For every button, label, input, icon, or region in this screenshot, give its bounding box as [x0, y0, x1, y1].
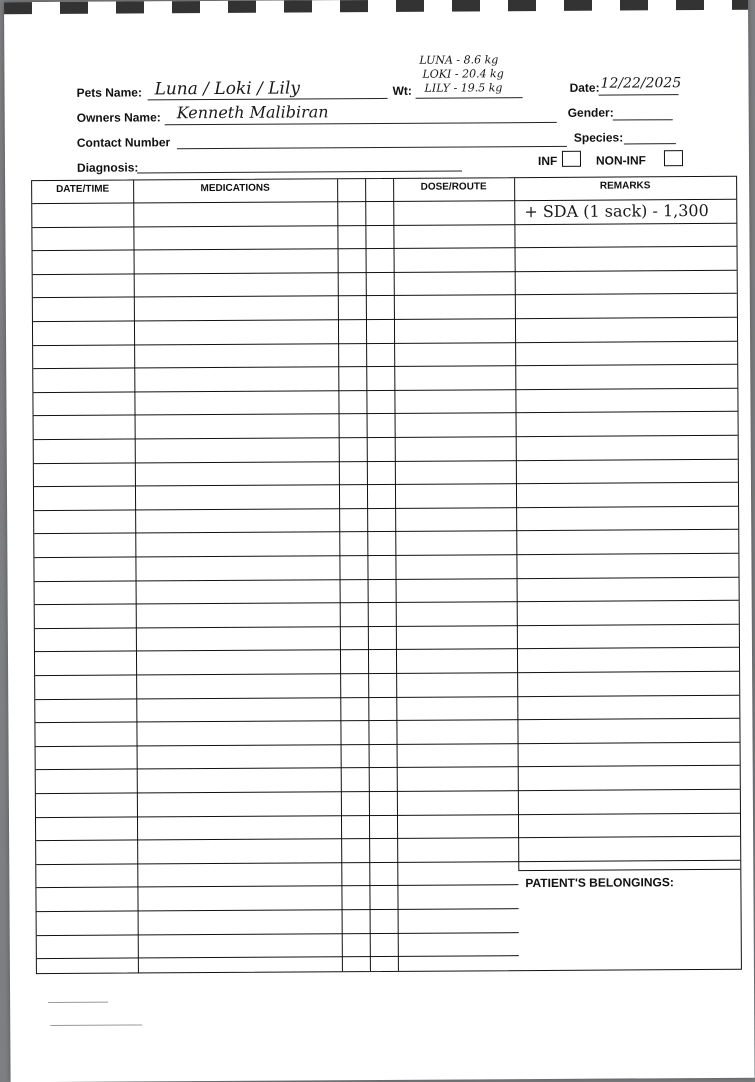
- table-row-line: [34, 553, 738, 558]
- col-divider-check1: [365, 179, 371, 971]
- remark-entry: + SDA (1 sack) - 1,300: [524, 200, 709, 222]
- table-row-line: [35, 600, 739, 605]
- table-row-line: [35, 718, 739, 723]
- table-row-line: [37, 932, 519, 936]
- table-row-line: [33, 270, 737, 275]
- table-row-line: [36, 885, 518, 889]
- treatment-sheet: [4, 0, 755, 1082]
- header-dose-route: DOSE/ROUTE: [420, 181, 487, 193]
- table-row-line: [35, 576, 739, 581]
- table-row-line: [36, 812, 740, 817]
- header-remarks: REMARKS: [599, 180, 651, 192]
- contact-number-label: Contact Number: [76, 135, 171, 150]
- table-row-line: [36, 860, 740, 865]
- table-row-line: [33, 388, 737, 393]
- col-divider-check2: [393, 179, 399, 971]
- table-row-line: [37, 908, 519, 912]
- table-row-line: [36, 836, 740, 841]
- species-label: Species:: [573, 130, 624, 145]
- non-inf-label: NON-INF: [595, 153, 647, 168]
- inf-label: INF: [537, 153, 558, 169]
- weight-luna: LUNA - 8.6 kg: [419, 53, 499, 67]
- table-row-line: [34, 458, 738, 463]
- header-medications: MEDICATIONS: [200, 182, 270, 195]
- table-row-line: [34, 482, 738, 487]
- table-row-line: [35, 671, 739, 676]
- table-row-line: [33, 340, 737, 345]
- table-row-line: [33, 246, 737, 251]
- table-row-line: [36, 765, 740, 770]
- table-row-line: [34, 435, 738, 440]
- owners-name-label: Owners Name:: [76, 110, 161, 125]
- table-row-line: [34, 529, 738, 534]
- table-row-line: [36, 789, 740, 794]
- torn-binding-edge: [4, 0, 748, 14]
- diagnosis-line: [137, 170, 462, 173]
- non-inf-checkbox: [664, 150, 683, 166]
- gender-label: Gender:: [567, 105, 614, 120]
- table-row-line: [34, 411, 738, 416]
- col-divider-medications: [337, 179, 343, 971]
- pets-name-value: Luna / Loki / Lily: [154, 78, 301, 100]
- treatment-table: [31, 176, 742, 974]
- gender-line: [613, 119, 673, 120]
- inf-checkbox: [562, 151, 581, 167]
- table-row-line: [36, 742, 740, 747]
- weight-line: [416, 97, 523, 99]
- table-row-line: [32, 222, 736, 227]
- header-date-time: DATE/TIME: [56, 183, 110, 195]
- contact-number-line: [177, 146, 567, 149]
- species-line: [624, 143, 676, 144]
- date-line: [599, 94, 679, 95]
- diagnosis-label: Diagnosis:: [76, 160, 139, 175]
- faint-mark: [50, 1024, 142, 1026]
- table-row-line: [33, 293, 737, 298]
- weight-loki: LOKI - 20.4 kg: [422, 67, 504, 81]
- table-row-line: [35, 624, 739, 629]
- table-row-line: [33, 317, 737, 322]
- table-row-line: [37, 955, 519, 959]
- weight-lily: LILY - 19.5 kg: [424, 81, 503, 95]
- table-row-line: [34, 506, 738, 511]
- owners-name-value: Kenneth Malibiran: [176, 102, 329, 123]
- belongings-box-top: [518, 869, 740, 871]
- table-row-line: [35, 647, 739, 652]
- patients-belongings-label: PATIENT'S BELONGINGS:: [525, 875, 674, 891]
- table-row-line: [33, 364, 737, 369]
- pets-name-label: Pets Name:: [76, 85, 142, 100]
- date-value: 12/22/2025: [600, 75, 682, 92]
- date-label: Date:: [569, 80, 600, 95]
- table-row-line: [35, 694, 739, 699]
- weight-label: Wt:: [392, 83, 412, 98]
- faint-mark: [48, 1002, 108, 1003]
- col-divider-datetime: [133, 180, 139, 972]
- owners-name-line: [165, 122, 557, 125]
